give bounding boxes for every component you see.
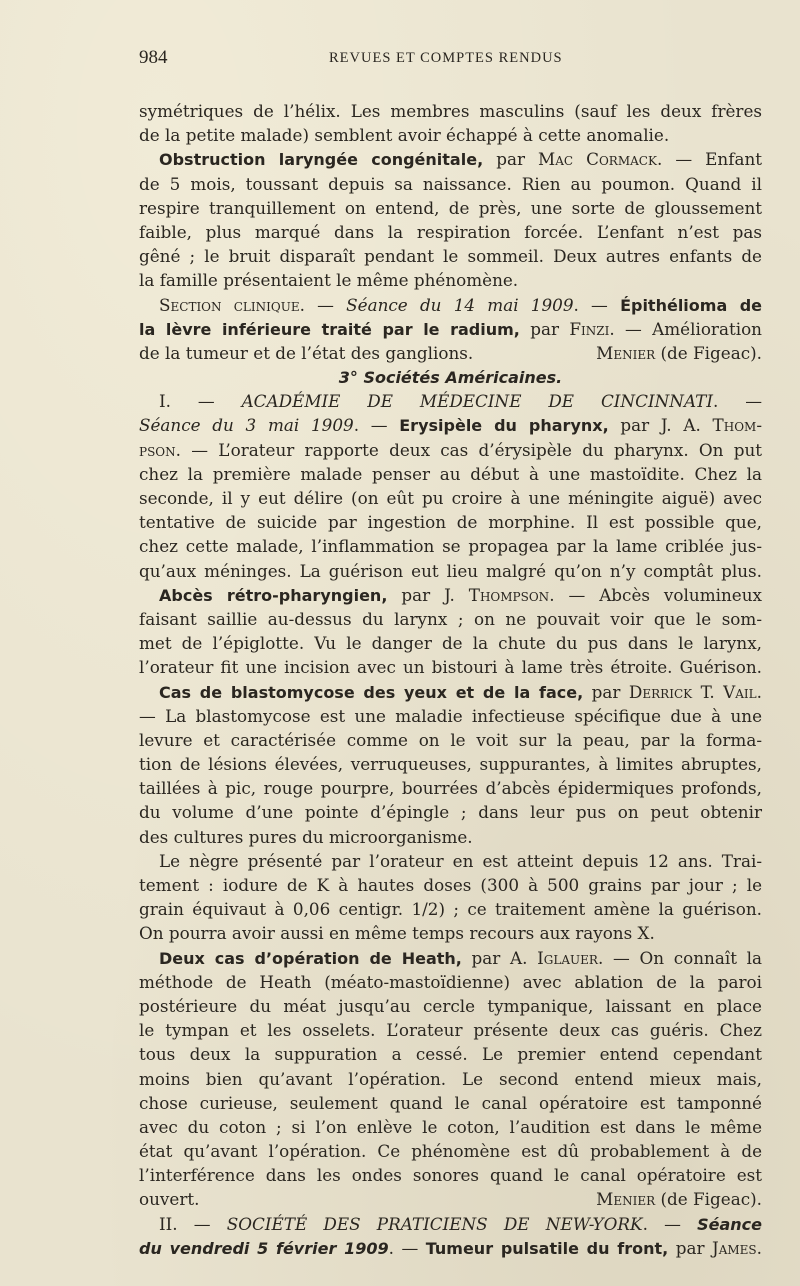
text-run: . — [573, 294, 621, 315]
text-line [139, 1018, 762, 1042]
text-run: méthode de Heath (méato-mastoïdienne) avec ablation de la paroi [139, 971, 762, 992]
text-run: 3° Sociétés Américaines. [338, 368, 563, 388]
text-run: Section clinique [159, 294, 300, 315]
text-line [139, 1236, 762, 1260]
text-line [139, 994, 762, 1018]
text-run: tion de lésions élevées, verruqueuses, suppurantes, à limites abruptes, [139, 754, 762, 775]
text-run: Thompson [468, 584, 550, 605]
text-run: Erysipèle du pharynx, [399, 416, 609, 436]
page-number: 984 [139, 47, 168, 68]
text-line [139, 123, 762, 147]
text-run: James [711, 1237, 757, 1258]
text-line [139, 776, 762, 800]
text-run: par [519, 318, 570, 339]
text-run: . — Abcès volumineux [549, 584, 762, 605]
text-line [139, 704, 762, 728]
text-run: On pourra avoir aussi en même temps recours aux rayons X. [139, 923, 655, 944]
text-run: . [756, 681, 762, 702]
text-line [139, 220, 762, 244]
text-line [139, 462, 762, 486]
text-run: SOCIÉTÉ DES PRATICIENS DE NEW-YORK [226, 1213, 643, 1234]
text-run: ACADÉMIE DE MÉDECINE DE CINCINNATI [241, 391, 713, 412]
text-run: Séance du 14 mai 1909 [346, 294, 574, 315]
text-line [139, 921, 762, 945]
text-run: ouvert. [139, 1189, 200, 1210]
text-run: chez cette malade, l’inflammation se propagea par la lame criblée jus- [139, 536, 762, 557]
text-run: taillées à pic, rouge pourpre, bourrées d’abcès épidermiques profonds, [139, 778, 762, 799]
text-run: la famille présentaient le même phénomène. [139, 270, 519, 291]
text-run: . — Amélioration [609, 318, 762, 339]
text-run: Obstruction laryngée congénitale, [159, 150, 484, 170]
body-text [139, 99, 762, 1260]
text-line [139, 631, 762, 655]
text-run: . — [388, 1237, 426, 1258]
text-line [139, 268, 762, 292]
text-line [139, 752, 762, 776]
text-line [139, 655, 762, 679]
text-line [139, 293, 762, 317]
text-run: . — [299, 294, 347, 315]
text-run: Séance du 3 mai 1909 [139, 415, 354, 436]
text-run: seconde, il y eut délire (on eût pu croire à une méningite aiguë) avec [139, 488, 762, 508]
text-line [139, 1115, 762, 1139]
text-run: Abcès rétro-pharyngien, [159, 585, 388, 605]
text-line [139, 1091, 762, 1115]
text-run: qu’aux méninges. La guérison eut lieu malgré qu’on n’y comptât plus. [139, 560, 762, 581]
text-run: des cultures pures du microorganisme. [139, 826, 473, 847]
text-run: par [668, 1237, 712, 1258]
text-run: chez la première malade penser au début à une mastoïdite. Chez la [139, 463, 762, 484]
text-line [139, 897, 762, 921]
text-line [139, 800, 762, 824]
text-run: . — L’orateur rapporte deux cas d’érysipèle du pharynx. On put [175, 439, 762, 460]
text-line [139, 99, 762, 123]
text-run: avec du coton ; si l’on enlève le coton, l’audition est dans le même [139, 1116, 762, 1137]
text-line [139, 534, 762, 558]
text-run: Thom- [712, 415, 762, 436]
text-run: par J. A. [608, 415, 713, 436]
text-run: tentative de suicide par ingestion de morphine. Il est possible que, [139, 512, 762, 533]
text-run: de 5 mois, toussant depuis sa naissance. Rien au poumon. Quand il [139, 173, 762, 194]
text-run: tous deux la suppuration a cessé. Le premier entend cependant [139, 1044, 762, 1065]
text-run: de la petite malade) semblent avoir échappé à cette anomalie. [139, 125, 670, 146]
running-title: REVUES ET COMPTES RENDUS [329, 50, 563, 66]
text-line [139, 341, 762, 365]
text-run: l’interférence dans les ondes sonores quand le canal opératoire est [139, 1165, 762, 1186]
text-line [139, 1042, 762, 1066]
text-line [139, 946, 762, 970]
text-run: Épithélioma de [620, 295, 763, 315]
text-run: . [756, 1237, 762, 1258]
text-run: moins bien qu’avant l’opération. Le second entend mieux mais, [139, 1068, 762, 1089]
text-run: pson [139, 439, 176, 460]
text-run: l’orateur fit une incision avec un bistouri à lame très étroite. Guérison. [139, 657, 762, 678]
signature-name: Menier [596, 1189, 656, 1210]
text-run: . — [353, 415, 400, 436]
text-run: Deux cas d’opération de Heath, [159, 948, 462, 968]
text-line [139, 680, 762, 704]
text-run: faisant saillie au-dessus du larynx ; on ne pouvait voir que le som- [139, 608, 762, 629]
text-run: Tumeur pulsatile du front, [425, 1238, 669, 1258]
text-run: met de l’épiglotte. Vu le danger de la chute du pus dans le larynx, [139, 633, 762, 654]
author-signature: Menier (de Figeac). [596, 342, 762, 363]
text-line [139, 244, 762, 268]
text-run: Le nègre présenté par l’orateur en est atteint depuis 12 ans. Trai- [159, 850, 762, 871]
text-run: faible, plus marqué dans la respiration forcée. L’enfant n’est pas [139, 221, 762, 242]
text-run: — La blastomycose est une maladie infectieuse spécifique due à une [139, 705, 762, 726]
text-run: Iglauer [537, 947, 598, 968]
text-line [139, 1067, 762, 1091]
text-line [139, 317, 762, 341]
text-run: Derrick T. Vail [628, 681, 757, 702]
text-line [139, 510, 762, 534]
text-run: grain équivaut à 0,06 centigr. 1/2) ; ce traitement amène la guérison. [139, 899, 762, 920]
text-run: levure et caractérisée comme on le voit sur la peau, par la forma- [139, 729, 762, 750]
text-run: . — [712, 391, 763, 412]
text-line [139, 970, 762, 994]
text-run: . — [642, 1213, 698, 1234]
text-run: symétriques de l’hélix. Les membres masculins (sauf les deux frères [139, 101, 762, 121]
text-run: Finzi [569, 318, 610, 339]
text-run: Cas de blastomycose des yeux et de la face, [159, 682, 584, 702]
text-run: état qu’avant l’opération. Ce phénomène est dû probablement à de [139, 1141, 762, 1162]
text-line [139, 728, 762, 752]
text-line [139, 559, 762, 583]
text-line [139, 1163, 762, 1187]
text-line [139, 1187, 762, 1211]
text-run: gêné ; le bruit disparaît pendant le sommeil. Deux autres enfants de [139, 246, 762, 267]
signature-name: Menier [596, 342, 656, 363]
text-line [139, 172, 762, 196]
text-line [139, 607, 762, 631]
text-run: postérieure du méat jusqu’au cercle tympanique, laissant en place [139, 995, 762, 1016]
text-run: de la tumeur et de l’état des ganglions. [139, 342, 474, 363]
text-run: tement : iodure de K à hautes doses (300 à 500 grains par jour ; le [139, 875, 762, 895]
author-signature: Menier (de Figeac). [596, 1189, 762, 1210]
text-line [139, 486, 762, 510]
text-run: du volume d’une pointe d’épingle ; dans leur pus on peut obtenir [139, 802, 762, 823]
text-line [139, 389, 762, 413]
text-run: par [583, 681, 629, 702]
text-line [139, 1212, 762, 1236]
text-run: du vendredi 5 février 1909 [139, 1238, 389, 1258]
text-run: par A. [461, 947, 538, 968]
text-line [139, 583, 762, 607]
text-run: par [483, 149, 539, 170]
text-run: Séance [697, 1214, 762, 1234]
text-run: II. — [159, 1213, 227, 1234]
text-run: . — On connaît la [597, 947, 762, 968]
text-line [139, 825, 762, 849]
text-run: . — Enfant [656, 149, 763, 170]
text-run: par J. [387, 584, 469, 605]
text-run: respire tranquillement on entend, de près, une sorte de gloussement [139, 197, 762, 218]
text-run: Mac Cormack [538, 149, 657, 170]
text-line [139, 849, 762, 873]
text-line [139, 147, 762, 171]
text-run: chose curieuse, seulement quand le canal opératoire est tamponné [139, 1092, 762, 1113]
text-line [139, 413, 762, 437]
text-line [139, 365, 762, 389]
text-run: le tympan et les osselets. L’orateur présente deux cas guéris. Chez [139, 1020, 762, 1041]
text-line [139, 1139, 762, 1163]
text-run: la lèvre inférieure traité par le radium, [139, 319, 520, 339]
text-line [139, 438, 762, 462]
text-line [139, 873, 762, 897]
page-header [139, 47, 762, 73]
text-line [139, 196, 762, 220]
text-run: I. — [159, 391, 242, 412]
